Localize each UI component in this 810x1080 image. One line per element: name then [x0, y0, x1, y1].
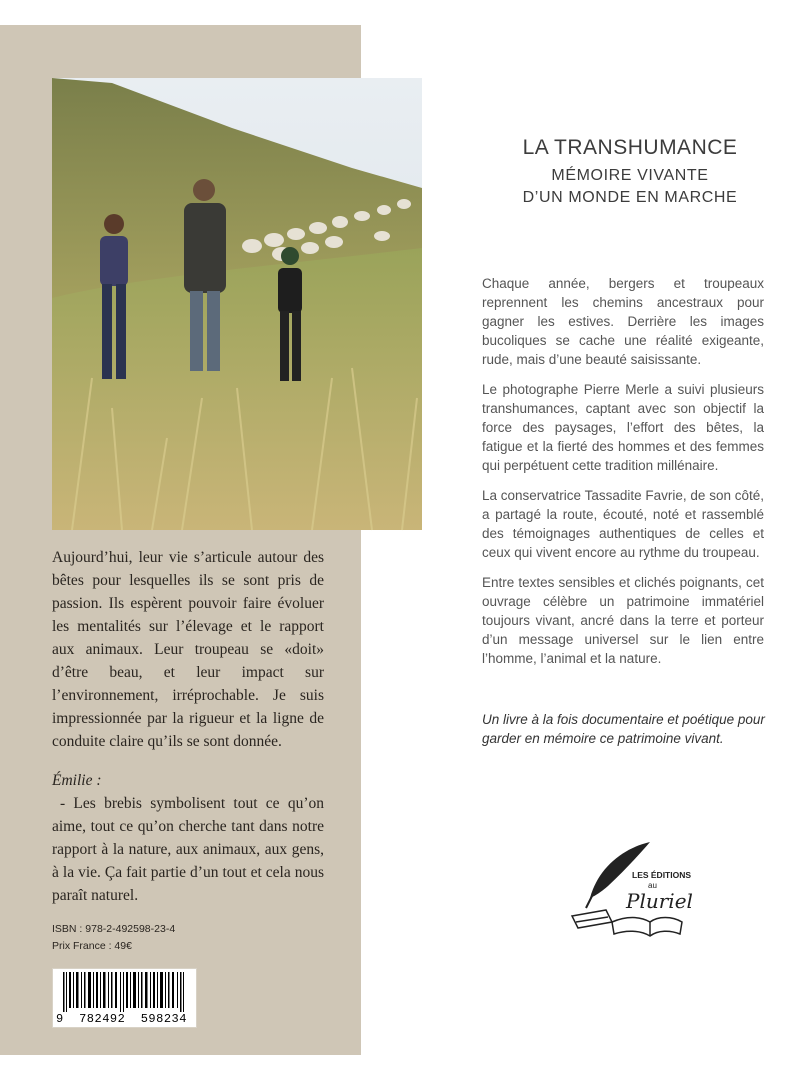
blurb — [482, 274, 764, 679]
tagline: Un livre à la fois documentaire et poétique pour garder en mémoire ce patrimoine vivant. — [482, 712, 765, 746]
blurb-paragraph-2: Le photographe Pierre Merle a suivi plusieurs transhumances, captant avec son objectif la force des paysages, l’effort des bêtes, la fatigue et la fierté des hommes et des femmes qui perpétuent cette tradition millénaire. — [482, 382, 764, 473]
subtitle-line-1: MÉMOIRE VIVANTE — [551, 167, 709, 184]
publisher-line-1: LES ÉDITIONS — [632, 870, 692, 880]
isbn-block — [52, 921, 175, 955]
publisher-line-3: Pluriel — [626, 889, 693, 913]
isbn-number: ISBN : 978-2-492598-23-4 — [52, 923, 176, 935]
barcode-digits: 9 782492 598234 — [56, 1012, 187, 1026]
title-block — [460, 136, 800, 209]
feather-book-icon — [568, 838, 693, 940]
subtitle-line-2: D’UN MONDE EN MARCHE — [522, 189, 738, 206]
quote-speaker: Émilie : — [52, 772, 102, 789]
book-subtitle — [460, 165, 800, 209]
barcode-bars — [53, 969, 196, 1013]
publisher-line-2: au — [648, 881, 657, 890]
price: Prix France : 49€ — [52, 940, 132, 952]
quote-block — [52, 546, 324, 907]
blurb-paragraph-3: La conservatrice Tassadite Favrie, de son côté, a partagé la route, écouté, noté et rassemblé des témoignages authentiques de celles et ceux qui vivent encore au rythme du troupeau. — [482, 488, 764, 560]
quote-paragraph: Aujourd’hui, leur vie s’articule autour des bêtes pour lesquelles ils se sont pris de passion. Ils espèrent pouvoir faire évoluer les mentalités sur l’élevage et le rapport aux animaux. Leur troupeau se «doit» d’être beau, et leur impact sur l’environnement, irréprochable. Je suis impressionnée par la rigueur et la ligne de conduite claire qu’ils se sont donnée. — [52, 549, 324, 750]
barcode — [52, 968, 197, 1028]
blurb-paragraph-1: Chaque année, bergers et troupeaux reprennent les chemins ancestraux pour gagner les estives. Derrière les images bucoliques se cache une réalité exigeante, rude, mais d’une beauté saisissante. — [482, 276, 764, 367]
photo-illustration — [52, 78, 422, 530]
book-title: LA TRANSHUMANCE — [522, 136, 738, 159]
cover-photo — [52, 78, 422, 530]
blurb-paragraph-4: Entre textes sensibles et clichés poignants, cet ouvrage célèbre un patrimoine immatériel toujours vivant, ancré dans la terre et porteur d’un message universel sur le lien entre l’homme, l’animal et la nature. — [482, 575, 764, 666]
publisher-logo — [568, 838, 693, 940]
quote-speech: - Les brebis symbolisent tout ce qu’on aime, tout ce qu’on cherche tant dans notre rapport à la nature, aux animaux, aux gens, à la vie. Ça fait partie d’un tout et cela nous paraît naturel. — [52, 795, 324, 904]
